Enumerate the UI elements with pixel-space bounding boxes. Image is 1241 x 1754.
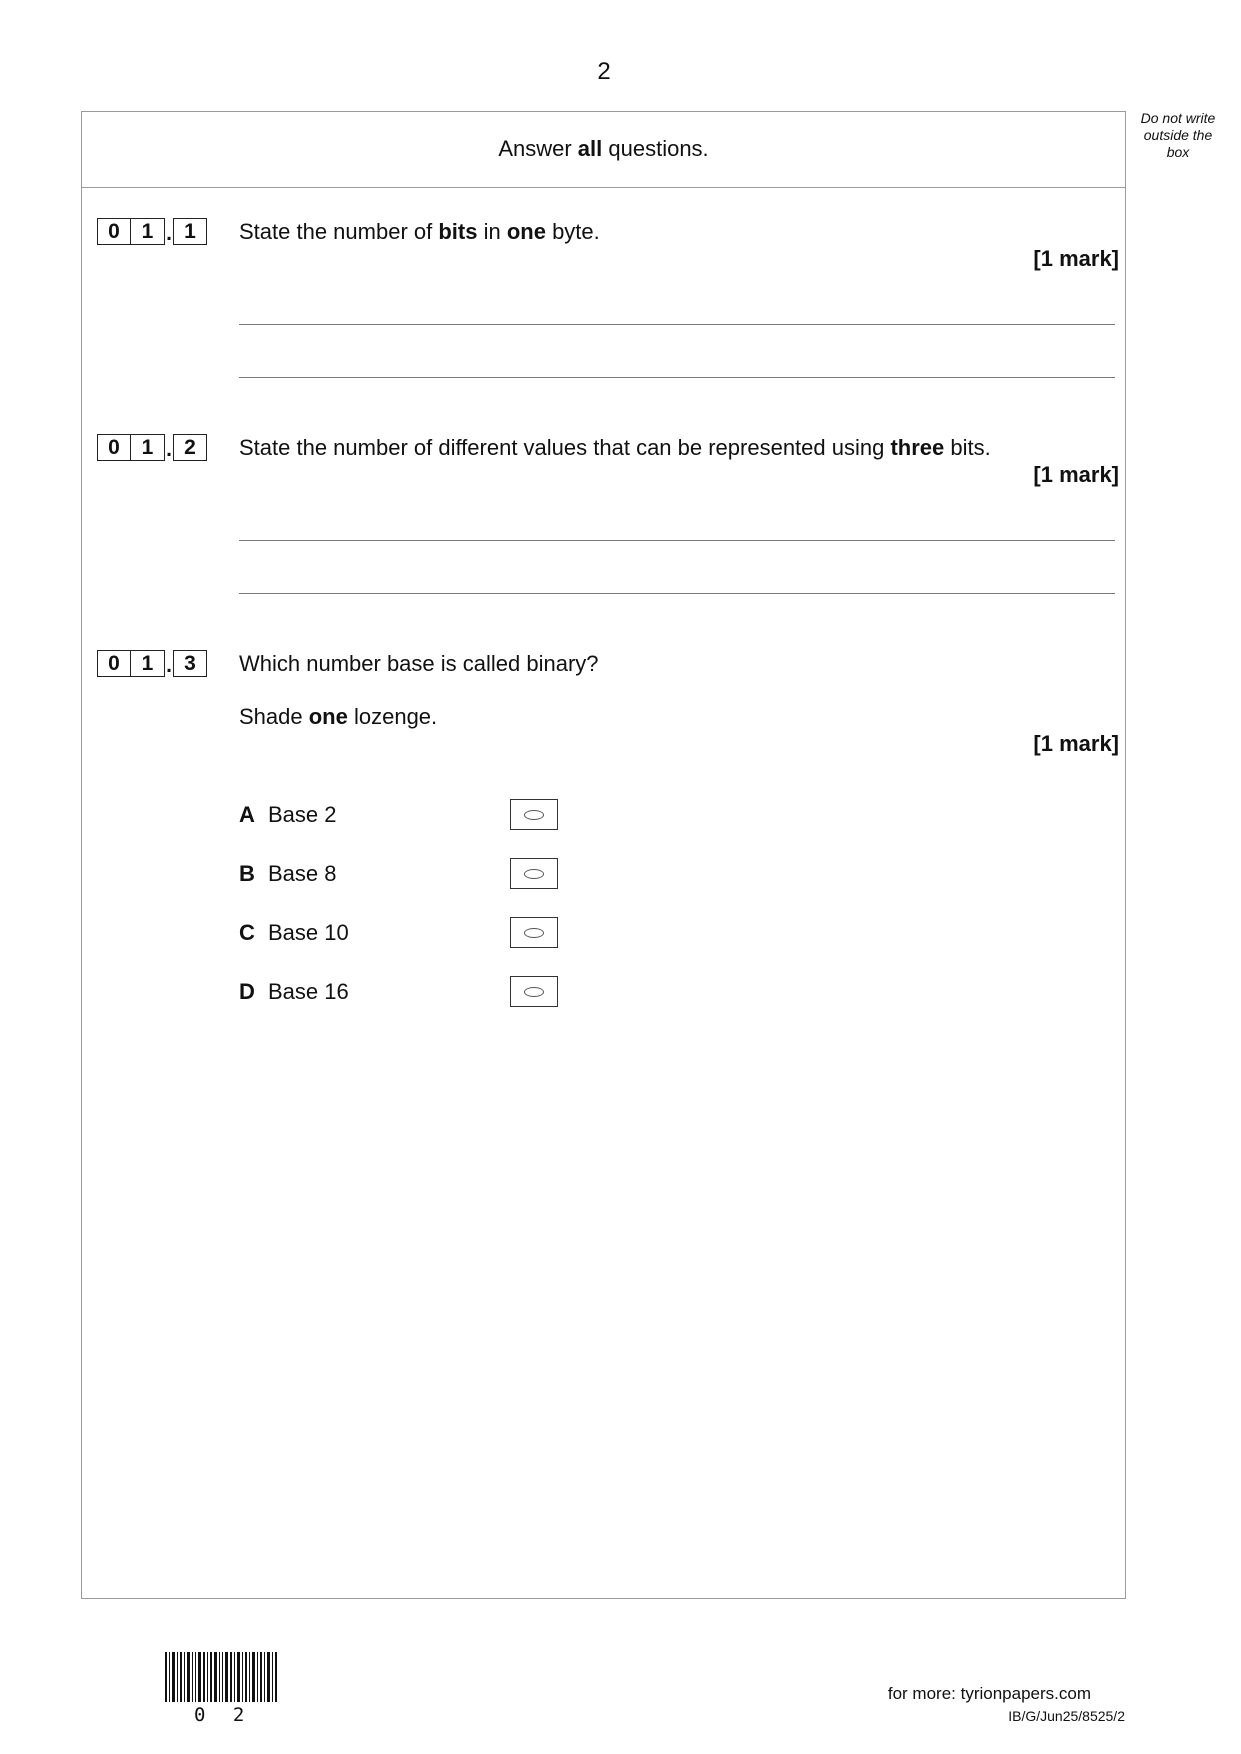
mark-allocation: [1 mark] — [1033, 462, 1119, 487]
question-text-01-1 — [239, 219, 600, 245]
page-number: 2 — [597, 58, 611, 85]
instruction-suffix: questions. — [602, 136, 709, 161]
question-number-01-1 — [97, 218, 207, 245]
question-number-01-3 — [97, 650, 207, 677]
text-part: lozenge. — [347, 704, 438, 729]
option-label-a: Base 2 — [268, 802, 337, 827]
text-bold: three — [890, 435, 945, 460]
option-lozenge-a[interactable] — [510, 799, 558, 830]
option-label-d: Base 16 — [268, 979, 349, 1004]
option-lozenge-d[interactable] — [510, 976, 558, 1007]
question-digit: 1 — [131, 650, 165, 677]
answer-frame — [81, 111, 1126, 1599]
text-part: State the number of — [239, 219, 439, 244]
text-part: Shade — [239, 704, 309, 729]
text-part: State the number of different values that can be represented using — [239, 435, 891, 460]
question-digit: 2 — [173, 434, 207, 461]
lozenge-icon — [524, 869, 544, 879]
mark-allocation: [1 mark] — [1033, 246, 1119, 271]
lozenge-icon — [524, 928, 544, 938]
barcode-icon — [165, 1652, 278, 1702]
instruction-text — [82, 136, 1125, 162]
question-dot: . — [166, 654, 172, 677]
text-part: byte. — [545, 219, 600, 244]
question-digit: 3 — [173, 650, 207, 677]
lozenge-icon — [524, 987, 544, 997]
lozenge-icon — [524, 810, 544, 820]
question-digit: 0 — [97, 650, 131, 677]
margin-note-line: box — [1166, 144, 1190, 160]
question-digit: 1 — [131, 218, 165, 245]
text-bold: bits — [438, 219, 478, 244]
footer-link: for more: tyrionpapers.com — [887, 1684, 1091, 1703]
text-part: bits. — [944, 435, 991, 460]
answer-line[interactable] — [239, 593, 1115, 594]
instruction-prefix: Answer — [498, 136, 578, 161]
answer-line[interactable] — [239, 377, 1115, 378]
question-dot: . — [166, 222, 172, 245]
question-digit: 0 — [97, 218, 131, 245]
barcode-number: 0 2 — [194, 1704, 253, 1726]
text-bold: one — [506, 219, 546, 244]
shade-instruction — [239, 704, 437, 730]
mark-allocation: [1 mark] — [1033, 731, 1119, 756]
option-letter-a: A — [239, 802, 255, 827]
question-digit: 0 — [97, 434, 131, 461]
margin-note-line: Do not write — [1140, 110, 1216, 126]
margin-note-line: outside the — [1143, 127, 1213, 143]
question-dot: . — [166, 438, 172, 461]
option-label-c: Base 10 — [268, 920, 349, 945]
option-label-b: Base 8 — [268, 861, 337, 886]
instruction-divider — [81, 187, 1126, 188]
text-bold: one — [308, 704, 348, 729]
option-lozenge-b[interactable] — [510, 858, 558, 889]
margin-note — [1132, 110, 1224, 161]
question-digit: 1 — [131, 434, 165, 461]
question-text-01-3: Which number base is called binary? — [239, 651, 599, 676]
question-text-01-2 — [239, 435, 991, 461]
option-letter-d: D — [239, 979, 255, 1004]
answer-line[interactable] — [239, 540, 1115, 541]
answer-line[interactable] — [239, 324, 1115, 325]
option-letter-c: C — [239, 920, 255, 945]
option-lozenge-c[interactable] — [510, 917, 558, 948]
text-part: in — [477, 219, 507, 244]
footer-code: IB/G/Jun25/8525/2 — [1008, 1708, 1125, 1724]
option-letter-b: B — [239, 861, 255, 886]
question-digit: 1 — [173, 218, 207, 245]
instruction-bold: all — [577, 136, 603, 161]
question-number-01-2 — [97, 434, 207, 461]
